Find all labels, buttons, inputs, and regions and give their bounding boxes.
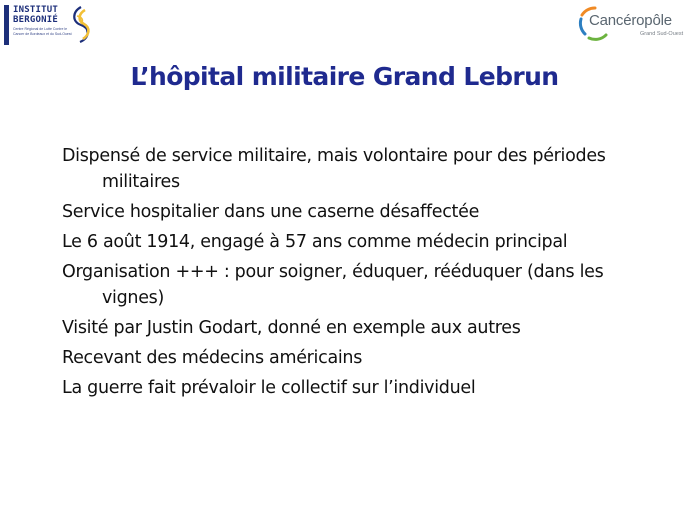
canceropole-subtitle: Grand Sud-Ouest (640, 31, 684, 37)
bergonie-swirl-icon (68, 4, 94, 44)
logo-tagline: Centre Régional de Lutte Contre le Cancer de Bordeaux et du Sud-Ouest (13, 27, 72, 36)
canceropole-logo (576, 4, 684, 44)
bullet-item: Service hospitalier dans une caserne désaffectée (62, 202, 480, 222)
institut-bergonie-logo (4, 3, 96, 47)
logo-bar (4, 5, 9, 45)
logo-name-line2: BERGONIÉ (13, 15, 58, 25)
bullet-item: Le 6 août 1914, engagé à 57 ans comme médecin principal (62, 232, 568, 252)
slide-title: L’hôpital militaire Grand Lebrun (130, 62, 559, 91)
bullet-item: Recevant des médecins américains (62, 348, 363, 368)
bullet-list (62, 143, 662, 405)
bullet-item: La guerre fait prévaloir le collectif sur l’individuel (62, 378, 476, 398)
bullet-item: Organisation +++ : pour soigner, éduquer, rééduquer (dans les vignes) (62, 262, 604, 308)
bullet-item: Visité par Justin Godart, donné en exemple aux autres (62, 318, 521, 338)
bullet-item: Dispensé de service militaire, mais volontaire pour des périodes militaires (62, 146, 606, 192)
canceropole-brand-name: Cancéropôle (589, 12, 672, 29)
logo-name-line1: INSTITUT (13, 5, 58, 15)
